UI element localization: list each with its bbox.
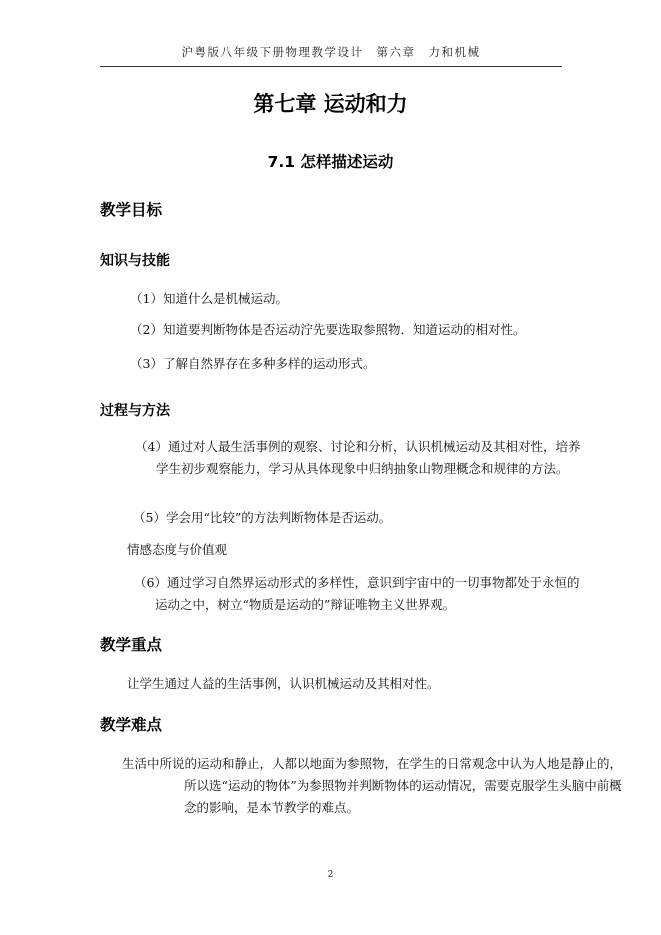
process-item-4: （4）通过对人最生活事例的观察、讨论和分析，认识机械运动及其相对性，培养学生初步观察能力，学习从具体现象中归纳抽象山物理概念和规律的方法。 <box>135 439 581 476</box>
header-rule <box>100 66 562 67</box>
knowledge-item-2: （2）知道要判断物体是否运动泞先要选取参照物．知道运动的相对性。 <box>130 322 526 337</box>
emotion-label: 情感态度与价值观 <box>127 542 228 557</box>
emotion-item-6: （6）通过学习自然界运动形式的多样性，意识到宇宙中的一切事物都处于永恒的运动之中，树立“物质是运动的”辩证唯物主义世界观。 <box>134 575 580 612</box>
heading-process-methods: 过程与方法 <box>100 403 170 419</box>
knowledge-item-1: （1）知道什么是机械运动。 <box>130 291 288 306</box>
process-item-5: （5）学会用“比较”的方法判断物体是否运动。 <box>133 510 392 525</box>
heading-knowledge-skills: 知识与技能 <box>100 253 170 269</box>
page-header: 沪粤版八年级下册物理教学设计 第六章 力和机械 <box>181 45 481 59</box>
chapter-title: 第七章 运动和力 <box>253 92 408 116</box>
page-number: 2 <box>327 870 334 880</box>
difficulty-text: 生活中所说的运动和静止，人都以地面为参照物，在学生的日常观念中认为人地是静止的，所以选“运动的物体”为参照物并判断物体的运动情况，需要克服学生头脑中前概念的影响，是本节教学的难点。 <box>122 756 623 815</box>
key-point-text: 让学生通过人益的生活事例，认识机械运动及其相对性。 <box>127 676 440 691</box>
knowledge-item-3: （3）了解自然界存在多种多样的运动形式。 <box>130 356 376 371</box>
section-title: 7.1 怎样描述运动 <box>267 153 394 171</box>
heading-teaching-goals: 教学目标 <box>100 201 163 219</box>
heading-difficulties: 教学难点 <box>100 716 163 734</box>
heading-key-points: 教学重点 <box>100 636 163 654</box>
